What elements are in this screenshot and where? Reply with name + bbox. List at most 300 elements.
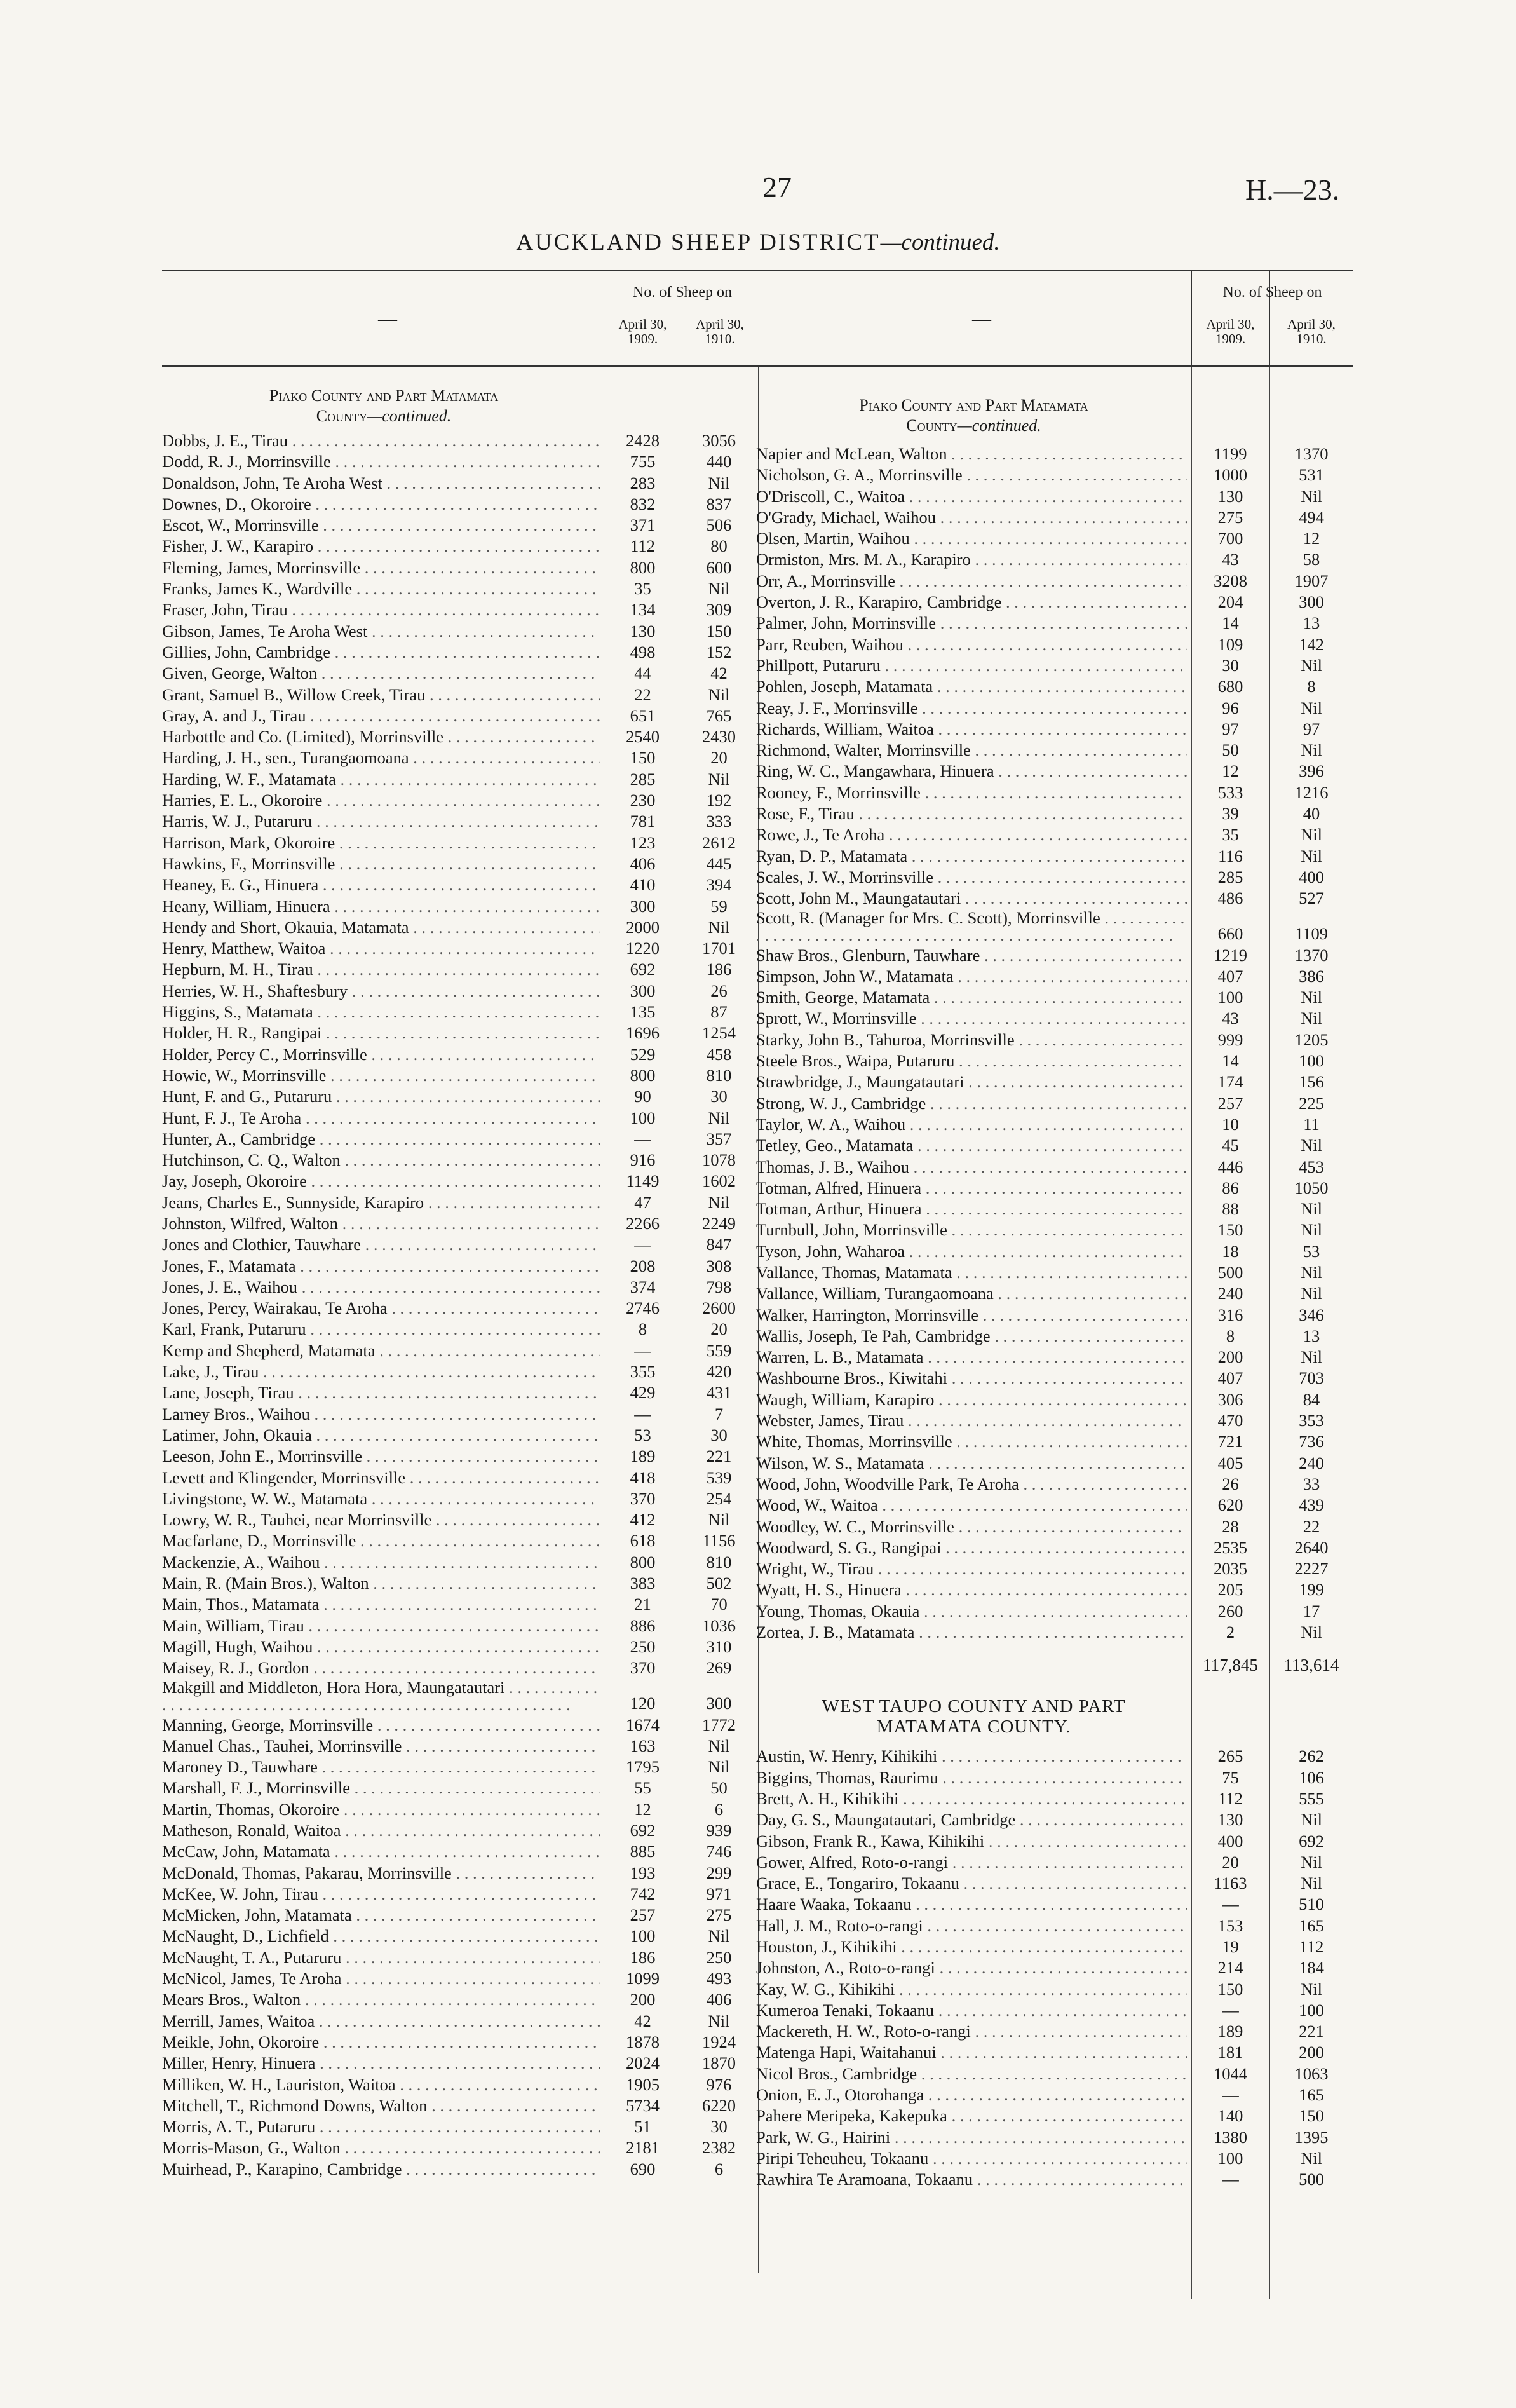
owner-name: Higgins, S., Matamata . . . xyxy=(162,1002,600,1023)
table-row xyxy=(162,1778,759,1799)
owner-name: Scott, R. (Manager for Mrs. C. Scott), Morrinsville . . . xyxy=(756,909,1187,944)
sheep-1909: 55 xyxy=(634,1778,651,1798)
sheep-1909: 1199 xyxy=(1214,444,1247,463)
table-row xyxy=(756,1071,1353,1092)
owner-name: Gray, A. and J., Tirau . . . xyxy=(162,705,600,726)
sheep-1910: 2430 xyxy=(702,727,736,747)
table-row xyxy=(162,1023,759,1044)
owner-name: Morris-Mason, G., Walton . . . xyxy=(162,2137,600,2158)
sheep-1909: 44 xyxy=(634,663,651,683)
sheep-1910: 1907 xyxy=(1294,571,1329,590)
sheep-1910: 2227 xyxy=(1294,1559,1329,1579)
sheep-1910: Nil xyxy=(708,473,730,493)
owner-name: McCaw, John, Matamata . . . xyxy=(162,1841,600,1862)
owner-name: Phillpott, Putaruru . . . xyxy=(756,655,1187,676)
table-row xyxy=(756,1622,1353,1643)
table-row xyxy=(756,909,1353,945)
sheep-1909: 383 xyxy=(630,1574,656,1593)
sheep-1910: 2600 xyxy=(702,1298,736,1318)
table-row xyxy=(756,655,1353,676)
right-table xyxy=(756,270,1353,2191)
sheep-1910: 798 xyxy=(706,1277,732,1296)
table-row xyxy=(162,2053,759,2074)
owner-name: Ormiston, Mrs. M. A., Karapiro . . . xyxy=(756,549,1187,570)
table-row xyxy=(162,1715,759,1736)
sheep-1910: 42 xyxy=(710,663,728,683)
table-body xyxy=(162,367,759,2180)
owner-name: Johnston, A., Roto-o-rangi . . . xyxy=(756,1957,1187,1978)
owner-name: White, Thomas, Morrinsville . . . xyxy=(756,1431,1187,1452)
table-row xyxy=(162,2011,759,2032)
sheep-1910: Nil xyxy=(1301,1284,1322,1303)
owner-name: Manning, George, Morrinsville . . . xyxy=(162,1715,600,1736)
total-1910: 113,614 xyxy=(1283,1656,1339,1675)
sheep-1909: 283 xyxy=(630,473,656,493)
sheep-1910: 453 xyxy=(1299,1157,1324,1176)
sheep-1910: 939 xyxy=(706,1821,732,1840)
sheep-1909: 285 xyxy=(630,769,656,789)
owner-name: Vallance, William, Turangaomoana . . . xyxy=(756,1283,1187,1304)
table-row xyxy=(162,1636,759,1657)
table-row xyxy=(162,494,759,515)
sheep-1910: 240 xyxy=(1299,1453,1324,1473)
owner-name: Woodley, W. C., Morrinsville . . . xyxy=(756,1516,1187,1537)
owner-name: Mackenzie, A., Waihou . . . xyxy=(162,1552,600,1573)
sheep-1909: 8 xyxy=(1226,1326,1235,1345)
owner-name: Maisey, R. J., Gordon . . . xyxy=(162,1657,600,1678)
table-row xyxy=(756,1579,1353,1600)
table-row xyxy=(756,945,1353,966)
table-row xyxy=(162,663,759,684)
section-heading-2 xyxy=(756,1694,1191,1746)
sheep-1909: 204 xyxy=(1217,592,1243,612)
table-row xyxy=(162,917,759,938)
sheep-1910: 152 xyxy=(706,642,732,662)
sheep-1909: 692 xyxy=(630,1821,656,1840)
sheep-1909: 18 xyxy=(1222,1241,1239,1261)
owner-name: Jones, J. E., Waihou . . . xyxy=(162,1277,600,1298)
sheep-1910: Nil xyxy=(708,1926,730,1946)
owner-name: Hunter, A., Cambridge . . . xyxy=(162,1129,600,1150)
table-row xyxy=(756,1537,1353,1558)
table-row xyxy=(756,2169,1353,2190)
table-row xyxy=(756,1157,1353,1178)
table-row xyxy=(162,874,759,895)
table-row xyxy=(162,959,759,980)
table-row xyxy=(162,1552,759,1573)
owner-name: Fleming, James, Morrinsville . . . xyxy=(162,557,600,578)
owner-name: Wood, W., Waitoa . . . xyxy=(756,1495,1187,1516)
sheep-1909: 112 xyxy=(630,536,655,556)
sheep-1910: 531 xyxy=(1299,465,1324,485)
sheep-1910: Nil xyxy=(1301,846,1322,866)
sheep-1909: 257 xyxy=(1217,1093,1243,1113)
table-row xyxy=(756,549,1353,570)
table-row xyxy=(162,1926,759,1947)
sheep-1910: 559 xyxy=(706,1340,732,1360)
owner-name: Marshall, F. J., Morrinsville . . . xyxy=(162,1778,600,1799)
owner-name: Makgill and Middleton, Hora Hora, Maungatautari . . . xyxy=(162,1679,600,1713)
no-of-sheep-heading: No. of Sheep on xyxy=(606,284,759,308)
table-row xyxy=(162,1736,759,1757)
section-line-2: County xyxy=(906,416,958,435)
sheep-1910: 765 xyxy=(706,705,732,725)
table-row xyxy=(162,1234,759,1255)
owner-name: Palmer, John, Morrinsville . . . xyxy=(756,613,1187,634)
table-row xyxy=(162,1863,759,1884)
table-row xyxy=(162,1002,759,1023)
table-row xyxy=(162,1616,759,1636)
sheep-1910: 2249 xyxy=(702,1213,736,1233)
table-row xyxy=(756,465,1353,486)
owner-name: Johnston, Wilfred, Walton . . . xyxy=(162,1213,600,1234)
sheep-1909: 134 xyxy=(630,600,656,620)
owner-name: Franks, James K., Wardville . . . xyxy=(162,578,600,599)
sheep-1910: 299 xyxy=(706,1863,732,1882)
sheep-1910: 184 xyxy=(1299,1958,1324,1978)
sheep-1909: 45 xyxy=(1222,1136,1239,1155)
table-row xyxy=(756,824,1353,845)
table-row xyxy=(162,2095,759,2116)
section2-line-1: WEST TAUPO COUNTY AND PART xyxy=(822,1696,1126,1717)
sheep-1910: 30 xyxy=(710,1425,728,1445)
sheep-1909: 14 xyxy=(1222,613,1239,633)
table-row xyxy=(756,1135,1353,1156)
sheep-1910: 810 xyxy=(706,1065,732,1085)
sheep-1910: 156 xyxy=(1299,1072,1324,1092)
sheep-1910: 510 xyxy=(1299,1894,1324,1914)
owner-name: O'Grady, Michael, Waihou . . . xyxy=(756,507,1187,528)
owner-name: Lowry, W. R., Tauhei, near Morrinsville . . . xyxy=(162,1509,600,1530)
owner-name: Donaldson, John, Te Aroha West . . . xyxy=(162,473,600,494)
table-row xyxy=(756,1601,1353,1622)
sheep-1909: 1696 xyxy=(626,1023,660,1043)
sheep-1910: 539 xyxy=(706,1467,732,1487)
owner-name: Main, Thos., Matamata . . . xyxy=(162,1594,600,1615)
entry-list xyxy=(162,430,759,2180)
table-row xyxy=(162,1820,759,1841)
owner-name: Nicholson, G. A., Morrinsville . . . xyxy=(756,465,1187,486)
sheep-1910: 506 xyxy=(706,515,732,535)
sheep-1910: 59 xyxy=(710,896,728,916)
table-row xyxy=(162,1404,759,1425)
owner-name: Overton, J. R., Karapiro, Cambridge . . . xyxy=(756,592,1187,613)
table-row xyxy=(162,1298,759,1319)
sheep-1909: 28 xyxy=(1222,1516,1239,1536)
sheep-1909: 140 xyxy=(1217,2106,1243,2126)
document-reference: H.—23. xyxy=(1245,173,1340,206)
sheep-1909: 112 xyxy=(1218,1788,1243,1808)
sheep-1909: 51 xyxy=(634,2117,651,2137)
sheep-1910: 502 xyxy=(706,1574,732,1593)
table-row xyxy=(756,2085,1353,2105)
sheep-1910: 406 xyxy=(706,1990,732,2010)
table-row xyxy=(162,515,759,536)
table-row xyxy=(162,1044,759,1065)
sheep-1910: Nil xyxy=(708,579,730,599)
sheep-1910: 254 xyxy=(706,1488,732,1508)
owner-name: Strawbridge, J., Maungatautari . . . xyxy=(756,1071,1187,1092)
sheep-1909: 19 xyxy=(1222,1937,1239,1956)
table-row xyxy=(756,1114,1353,1135)
sheep-1909: 97 xyxy=(1222,719,1239,738)
sheep-1909: 410 xyxy=(630,875,656,895)
table-row xyxy=(756,1410,1353,1431)
sheep-1909: 100 xyxy=(630,1108,656,1127)
owner-name: Piripi Teheuheu, Tokaanu . . . xyxy=(756,2148,1187,2169)
sheep-1910: 40 xyxy=(1303,804,1320,824)
owner-name: Grant, Samuel B., Willow Creek, Tirau . . . xyxy=(162,684,600,705)
owner-name: Harries, E. L., Okoroire . . . xyxy=(162,790,600,811)
sheep-1909: 174 xyxy=(1217,1072,1243,1092)
sheep-1909: 109 xyxy=(1217,634,1243,654)
table-row xyxy=(756,1894,1353,1915)
sheep-1910: 1216 xyxy=(1294,782,1329,802)
table-row xyxy=(162,726,759,747)
owner-name: Lane, Joseph, Tirau . . . xyxy=(162,1382,600,1403)
table-row xyxy=(756,888,1353,909)
sheep-1910: Nil xyxy=(1301,988,1322,1007)
table-row xyxy=(756,2021,1353,2042)
sheep-1909: 10 xyxy=(1222,1114,1239,1134)
sheep-1909: 680 xyxy=(1217,677,1243,697)
table-row xyxy=(756,2042,1353,2063)
sheep-1910: 1063 xyxy=(1294,2064,1329,2083)
sheep-1909: 200 xyxy=(1217,1347,1243,1367)
sheep-1909: 14 xyxy=(1222,1051,1239,1071)
owner-name: Scales, J. W., Morrinsville . . . xyxy=(756,867,1187,888)
owner-name: Herries, W. H., Shaftesbury . . . xyxy=(162,981,600,1002)
owner-name: Grace, E., Tongariro, Tokaanu . . . xyxy=(756,1873,1187,1894)
owner-name: Thomas, J. B., Waihou . . . xyxy=(756,1157,1187,1178)
table-row xyxy=(162,1277,759,1298)
sheep-1909: 200 xyxy=(630,1990,656,2010)
table-row xyxy=(756,2064,1353,2085)
table-row xyxy=(162,578,759,599)
sheep-1910: 275 xyxy=(706,1905,732,1925)
sheep-1910: Nil xyxy=(1301,1347,1322,1367)
title-main: AUCKLAND SHEEP DISTRICT xyxy=(516,229,881,255)
table-row xyxy=(756,634,1353,655)
sheep-1910: 80 xyxy=(710,536,728,556)
table-row xyxy=(162,1679,759,1715)
sheep-1909: 2428 xyxy=(626,431,660,450)
table-row xyxy=(162,1340,759,1361)
sheep-1910: 221 xyxy=(1299,2022,1324,2041)
table-row xyxy=(756,1389,1353,1410)
owner-name: Totman, Arthur, Hinuera . . . xyxy=(756,1199,1187,1220)
sheep-1910: 50 xyxy=(710,1778,728,1798)
table-row xyxy=(162,2074,759,2095)
owner-name: Richards, William, Waitoa . . . xyxy=(756,719,1187,740)
sheep-1910: 1036 xyxy=(702,1616,736,1635)
table-row xyxy=(162,1086,759,1107)
table-row xyxy=(756,2105,1353,2126)
sheep-1909: 186 xyxy=(630,1947,656,1967)
owner-name: Jones, F., Matamata . . . xyxy=(162,1256,600,1277)
table-row xyxy=(756,1809,1353,1830)
sheep-1909: 400 xyxy=(1217,1831,1243,1851)
sheep-1910: Nil xyxy=(1301,1136,1322,1155)
sheep-1909: 498 xyxy=(630,642,656,662)
sheep-1910: 1370 xyxy=(1294,945,1329,965)
sheep-1909: 100 xyxy=(1217,988,1243,1007)
owner-name: Kay, W. G., Kihikihi . . . xyxy=(756,1979,1187,2000)
owner-name: Heaney, E. G., Hinuera . . . xyxy=(162,874,600,895)
sheep-1910: 976 xyxy=(706,2074,732,2094)
sheep-1909: — xyxy=(1222,1894,1239,1914)
sheep-1909: 285 xyxy=(1217,867,1243,887)
sheep-1909: — xyxy=(634,1129,651,1148)
sheep-1909: 35 xyxy=(634,579,651,599)
header-dash: — xyxy=(972,308,991,329)
owner-name: Nicol Bros., Cambridge . . . xyxy=(756,2064,1187,2085)
owner-name: Hall, J. M., Roto-o-rangi . . . xyxy=(756,1915,1187,1936)
table-row xyxy=(756,1093,1353,1114)
owner-name: Martin, Thomas, Okoroire . . . xyxy=(162,1799,600,1820)
page-number: 27 xyxy=(762,171,792,203)
sheep-1910: Nil xyxy=(1301,1852,1322,1872)
owner-name: Woodward, S. G., Rangipai . . . xyxy=(756,1537,1187,1558)
table-row xyxy=(162,769,759,790)
sheep-1910: Nil xyxy=(1301,2148,1322,2168)
sheep-1910: 431 xyxy=(706,1383,732,1403)
col-1910: April 30, 1910. xyxy=(1287,316,1336,346)
table-row xyxy=(162,1108,759,1129)
sheep-1910: 692 xyxy=(1299,1831,1324,1851)
owner-name: Austin, W. Henry, Kihikihi . . . xyxy=(756,1746,1187,1767)
table-row xyxy=(162,1947,759,1968)
sheep-1910: 150 xyxy=(1299,2106,1324,2126)
sheep-1910: 225 xyxy=(1299,1093,1324,1113)
sheep-1910: 400 xyxy=(1299,867,1324,887)
sheep-1910: 600 xyxy=(706,557,732,577)
sheep-1910: 87 xyxy=(710,1002,728,1022)
owner-name: McNaught, T. A., Putaruru . . . xyxy=(162,1947,600,1968)
table-row xyxy=(162,790,759,811)
owner-name: Jay, Joseph, Okoroire . . . xyxy=(162,1171,600,1192)
sheep-1909: 26 xyxy=(1222,1474,1239,1493)
owner-name: Wyatt, H. S., Hinuera . . . xyxy=(756,1579,1187,1600)
sheep-1910: Nil xyxy=(708,769,730,789)
sheep-1909: 618 xyxy=(630,1531,656,1551)
sheep-1909: 120 xyxy=(630,1693,656,1713)
owner-name: Scott, John M., Maungatautari . . . xyxy=(756,888,1187,909)
table-row xyxy=(756,676,1353,697)
owner-name: Kemp and Shepherd, Matamata . . . xyxy=(162,1340,600,1361)
sheep-1909: 1163 xyxy=(1214,1874,1247,1893)
sheep-1910: 200 xyxy=(1299,2043,1324,2062)
owner-name: Dodd, R. J., Morrinsville . . . xyxy=(162,451,600,472)
sheep-1910: 12 xyxy=(1303,529,1320,548)
sheep-1910: 8 xyxy=(1307,677,1316,697)
sheep-1909: 1674 xyxy=(626,1715,660,1734)
sheep-1910: 1156 xyxy=(702,1531,736,1551)
sheep-1910: Nil xyxy=(1301,1199,1322,1219)
table-row xyxy=(756,782,1353,803)
owner-name: Given, George, Walton . . . xyxy=(162,663,600,684)
sheep-1910: 357 xyxy=(706,1129,732,1148)
sheep-1910: 192 xyxy=(706,791,732,810)
sheep-1909: 100 xyxy=(630,1926,656,1946)
sheep-1909: 275 xyxy=(1217,507,1243,527)
owner-name: Smith, George, Matamata . . . xyxy=(756,987,1187,1008)
table-row xyxy=(756,740,1353,761)
sheep-1910: 971 xyxy=(706,1884,732,1903)
sheep-1909: — xyxy=(1222,2000,1239,2020)
sheep-1909: 90 xyxy=(634,1087,651,1106)
table-row xyxy=(162,1905,759,1926)
sheep-1909: 86 xyxy=(1222,1178,1239,1197)
sheep-1909: 20 xyxy=(1222,1852,1239,1872)
owner-name: Main, William, Tirau . . . xyxy=(162,1616,600,1636)
table-row xyxy=(162,1319,759,1340)
owner-name: McNaught, D., Lichfield . . . xyxy=(162,1926,600,1947)
sheep-1910: 1772 xyxy=(702,1715,736,1734)
sheep-1910: 309 xyxy=(706,600,732,620)
sheep-1910: Nil xyxy=(1301,825,1322,845)
table-row xyxy=(756,867,1353,888)
sheep-1909: 2024 xyxy=(626,2053,660,2073)
sheep-1910: 346 xyxy=(1299,1305,1324,1324)
total-row xyxy=(756,1643,1353,1694)
sheep-1910: 165 xyxy=(1299,1915,1324,1935)
owner-name: Simpson, John W., Matamata . . . xyxy=(756,966,1187,987)
owner-name: Fisher, J. W., Karapiro . . . xyxy=(162,536,600,557)
sheep-1909: 5734 xyxy=(626,2095,660,2115)
sheep-1909: 47 xyxy=(634,1192,651,1212)
owner-name: Wilson, W. S., Matamata . . . xyxy=(756,1453,1187,1474)
owner-name: Jeans, Charles E., Sunnyside, Karapiro . . . xyxy=(162,1192,600,1213)
sheep-1909: 2746 xyxy=(626,1298,660,1318)
sheep-1910: 250 xyxy=(706,1947,732,1967)
no-of-sheep-heading: No. of Sheep on xyxy=(1191,284,1353,308)
table-row xyxy=(756,1051,1353,1071)
sheep-1910: 308 xyxy=(706,1256,732,1275)
owner-name: Shaw Bros., Glenburn, Tauwhare . . . xyxy=(756,945,1187,966)
table-row xyxy=(162,938,759,959)
sheep-1909: 429 xyxy=(630,1383,656,1403)
sheep-1910: Nil xyxy=(708,684,730,704)
sheep-1910: 458 xyxy=(706,1044,732,1064)
owner-name: Harbottle and Co. (Limited), Morrinsville . . . xyxy=(162,726,600,747)
sheep-1910: 106 xyxy=(1299,1767,1324,1787)
owner-name: Matheson, Ronald, Waitoa . . . xyxy=(162,1820,600,1841)
owner-name: Day, G. S., Maungatautari, Cambridge . . . xyxy=(756,1809,1187,1830)
owner-name: Rawhira Te Aramoana, Tokaanu . . . xyxy=(756,2169,1187,2190)
sheep-1909: 75 xyxy=(1222,1767,1239,1787)
owner-name: Latimer, John, Okauia . . . xyxy=(162,1425,600,1446)
owner-name: Henry, Matthew, Waitoa . . . xyxy=(162,938,600,959)
sheep-1909: 800 xyxy=(630,1552,656,1572)
owner-name: Heany, William, Hinuera . . . xyxy=(162,896,600,917)
owner-name: Jones, Percy, Wairakau, Te Aroha . . . xyxy=(162,1298,600,1319)
sheep-1909: 1000 xyxy=(1214,465,1247,485)
sheep-1910: 1205 xyxy=(1294,1030,1329,1049)
table-row xyxy=(756,2127,1353,2148)
sheep-1910: 26 xyxy=(710,981,728,1000)
sheep-1909: 886 xyxy=(630,1616,656,1635)
owner-name: Holder, H. R., Rangipai . . . xyxy=(162,1023,600,1044)
sheep-1909: 39 xyxy=(1222,804,1239,824)
owner-name: Ring, W. C., Mangawhara, Hinuera . . . xyxy=(756,761,1187,782)
table-row xyxy=(162,1488,759,1509)
sheep-1909: 96 xyxy=(1222,698,1239,718)
sheep-1909: 355 xyxy=(630,1362,656,1382)
sheep-1910: 527 xyxy=(1299,888,1324,908)
owner-name: Hawkins, F., Morrinsville . . . xyxy=(162,854,600,874)
sheep-1910: Nil xyxy=(1301,1979,1322,1999)
